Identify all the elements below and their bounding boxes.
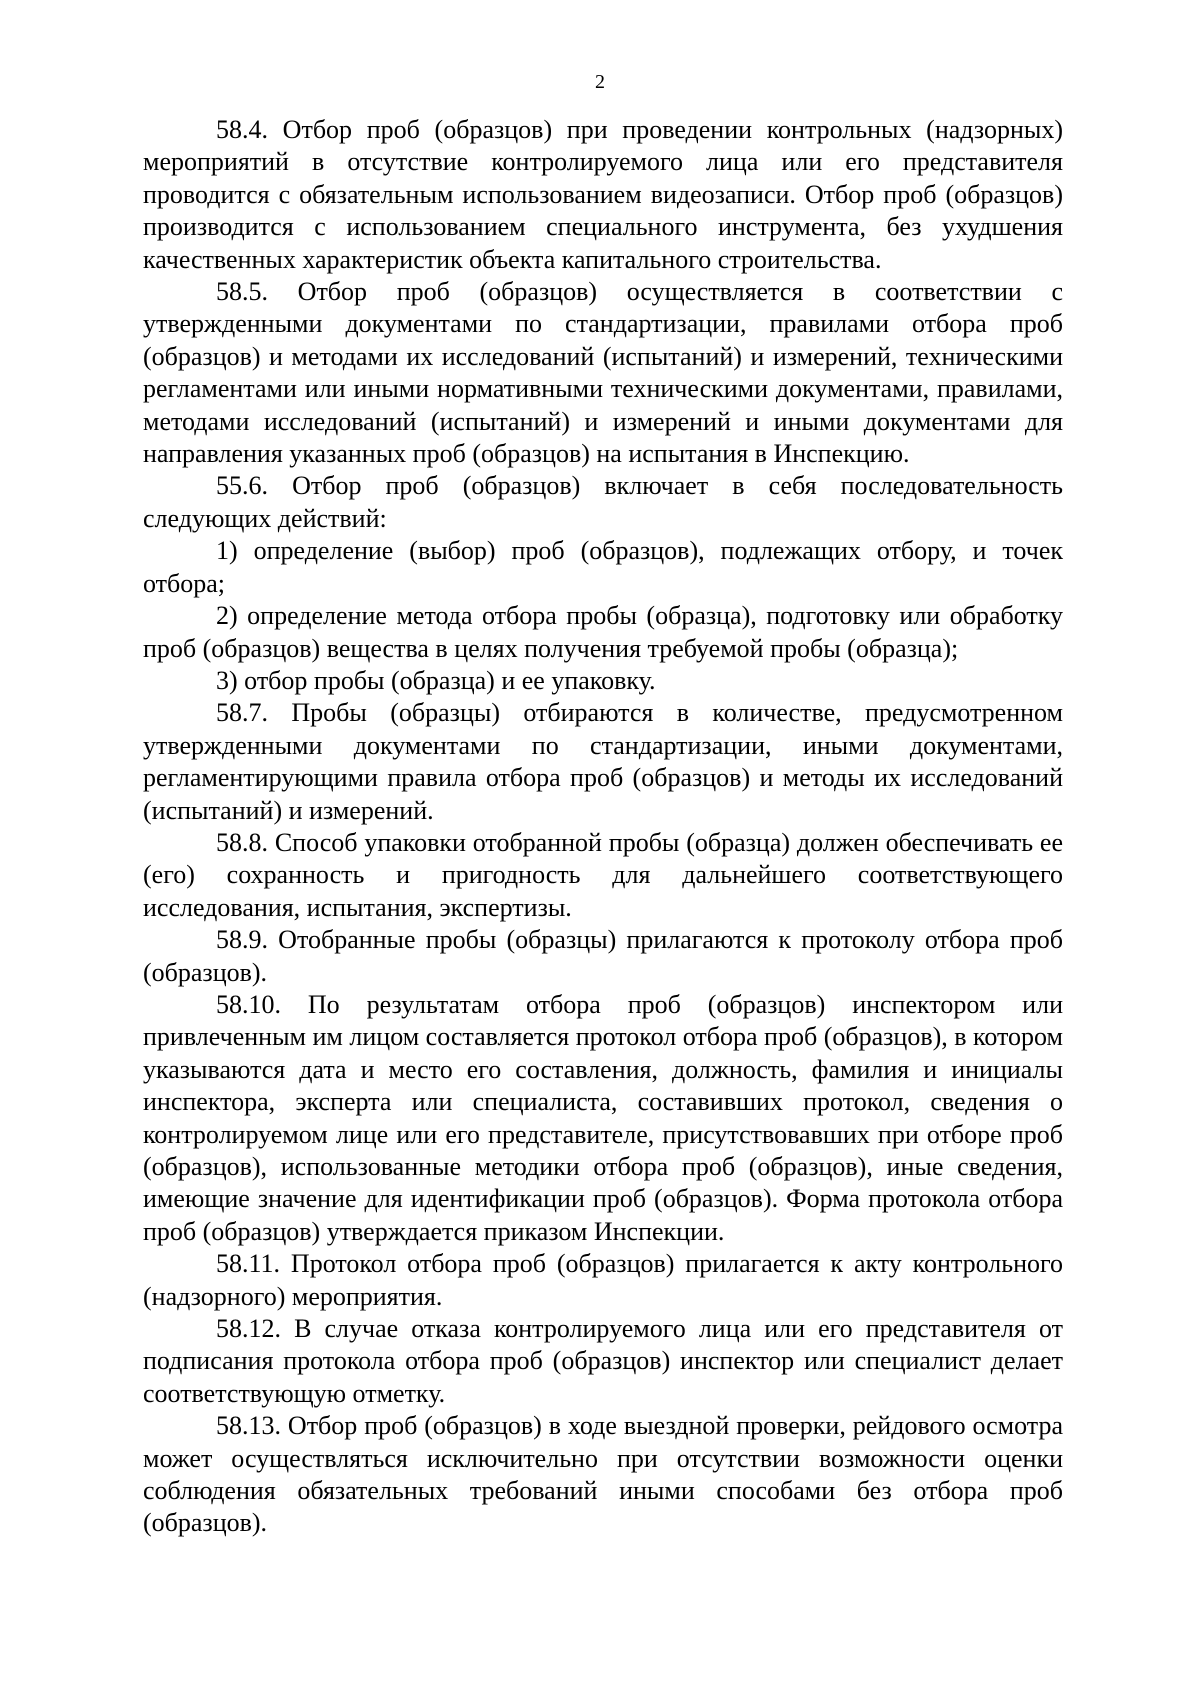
paragraph-58-13: 58.13. Отбор проб (образцов) в ходе выездной проверки, рейдового осмотра может осуществляться исключительно при отсутствии возможности оценки соблюдения обязательных требований иными способами без отбора проб (образцов). — [143, 1411, 1063, 1538]
paragraph-58-7: 58.7. Пробы (образцы) отбираются в количестве, предусмотренном утвержденными документами по стандартизации, иными документами, регламентирующими правила отбора проб (образцов) и методы их исследований (испытаний) и измерений. — [143, 698, 1063, 825]
paragraph-58-10: 58.10. По результатам отбора проб (образцов) инспектором или привлеченным им лицом составляется протокол отбора проб (образцов), в котором указываются дата и место его составления, должность, фамилия и инициалы инспектора, эксперта или специалиста, составивших протокол, сведения о контролируемом лице или его представителе, присутствовавших при отборе проб (образцов), использованные методики отбора проб (образцов), иные сведения, имеющие значение для идентификации проб (образцов). Форма протокола отбора проб (образцов) утверждается приказом Инспекции. — [143, 989, 1063, 1246]
list-item-3: 3) отбор пробы (образца) и ее упаковку. — [216, 665, 656, 695]
paragraph-58-4: 58.4. Отбор проб (образцов) при проведении контрольных (надзорных) мероприятий в отсутствие контролируемого лица или его представителя проводится с обязательным использованием видеозаписи. Отбор проб (образцов) производится с использованием специального инструмента, без ухудшения качественных характеристик объекта капитального строительства. — [143, 115, 1063, 274]
list-item-2: 2) определение метода отбора пробы (образца), подготовку или обработку проб (образцов) вещества в целях получения требуемой пробы (образца); — [143, 601, 1063, 663]
paragraph-58-9: 58.9. Отобранные пробы (образцы) прилагаются к протоколу отбора проб (образцов). — [143, 925, 1063, 987]
document-body — [143, 114, 1063, 1540]
paragraph-58-11: 58.11. Протокол отбора проб (образцов) прилагается к акту контрольного (надзорного) мероприятия. — [143, 1249, 1063, 1311]
page-number: 2 — [595, 71, 605, 93]
list-item-1: 1) определение (выбор) проб (образцов), подлежащих отбору, и точек отбора; — [143, 536, 1063, 598]
paragraph-55-6: 55.6. Отбор проб (образцов) включает в себя последовательность следующих действий: — [143, 471, 1063, 533]
paragraph-58-8: 58.8. Способ упаковки отобранной пробы (образца) должен обеспечивать ее (его) сохранность и пригодность для дальнейшего соответствующего исследования, испытания, экспертизы. — [143, 827, 1063, 922]
paragraph-58-5: 58.5. Отбор проб (образцов) осуществляется в соответствии с утвержденными документами по стандартизации, правилами отбора проб (образцов) и методами их исследований (испытаний) и измерений, техническими регламентами или иными нормативными техническими документами, правилами, методами исследований (испытаний) и измерений и иными документами для направления указанных проб (образцов) на испытания в Инспекцию. — [143, 277, 1063, 469]
paragraph-58-12: 58.12. В случае отказа контролируемого лица или его представителя от подписания протокола отбора проб (образцов) инспектор или специалист делает соответствующую отметку. — [143, 1314, 1063, 1408]
